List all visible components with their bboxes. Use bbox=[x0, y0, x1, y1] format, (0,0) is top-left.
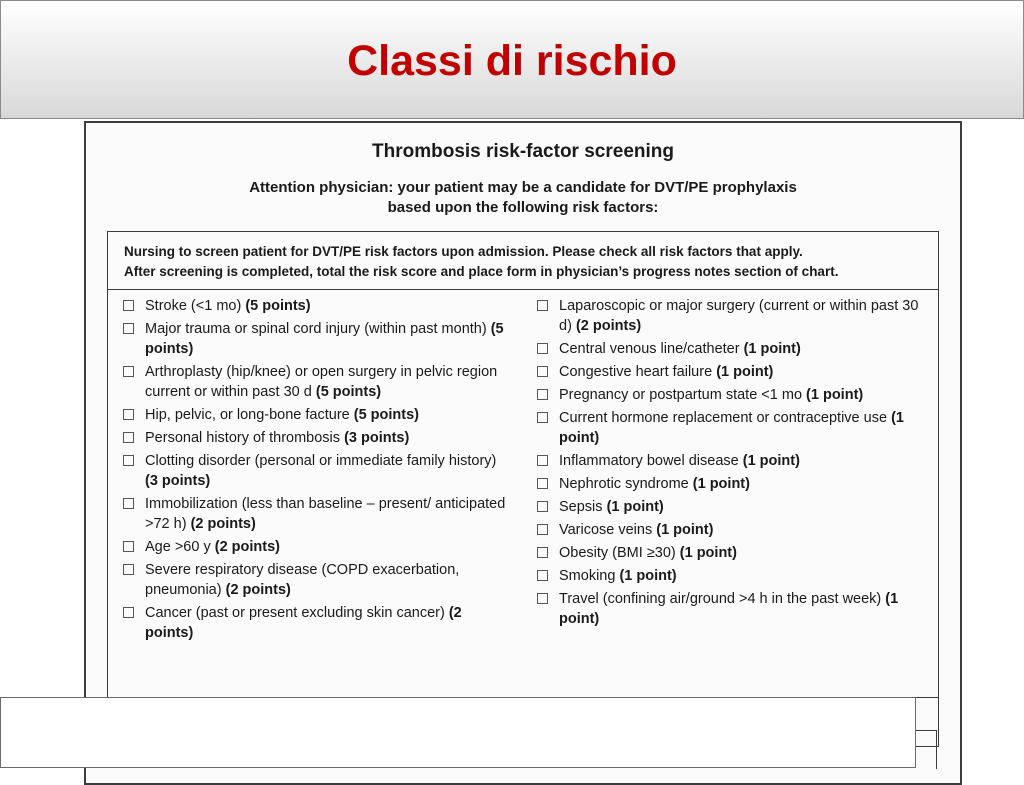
risk-factor-checkbox[interactable] bbox=[537, 570, 548, 581]
form-subtitle-line-2: based upon the following risk factors: bbox=[387, 199, 659, 216]
risk-factor-item bbox=[536, 339, 931, 359]
risk-factor-text: Varicose veins bbox=[559, 522, 653, 538]
risk-factor-points: (1 point) bbox=[559, 410, 904, 446]
risk-factor-checkbox[interactable] bbox=[537, 343, 548, 354]
risk-factor-item bbox=[536, 566, 931, 586]
risk-factor-item bbox=[122, 494, 512, 534]
risk-factor-text: Hip, pelvic, or long-bone facture bbox=[145, 407, 350, 423]
risk-factor-item bbox=[536, 589, 931, 629]
risk-factor-text: Pregnancy or postpartum state <1 mo bbox=[559, 387, 803, 403]
form-subtitle-line-1: Attention physician: your patient may be a candidate for DVT/PE prophylaxis bbox=[249, 179, 797, 196]
risk-factor-checkbox[interactable] bbox=[123, 564, 134, 575]
risk-factor-item bbox=[122, 451, 512, 491]
risk-factor-checkbox[interactable] bbox=[537, 412, 548, 423]
risk-factor-points: (2 points) bbox=[190, 516, 256, 532]
risk-factor-checkbox[interactable] bbox=[123, 541, 134, 552]
risk-factor-item bbox=[122, 405, 512, 425]
risk-factor-points: (2 points) bbox=[575, 318, 642, 334]
risk-factor-text: Central venous line/catheter bbox=[559, 341, 740, 357]
risk-factor-checkbox[interactable] bbox=[537, 593, 548, 604]
risk-factor-points: (1 point) bbox=[679, 545, 737, 561]
risk-factor-points: (5 points) bbox=[145, 321, 504, 357]
blank-text-box bbox=[0, 697, 916, 768]
risk-factor-checkbox[interactable] bbox=[537, 478, 548, 489]
risk-factor-item bbox=[122, 362, 512, 402]
risk-factor-item bbox=[536, 474, 931, 494]
risk-factor-checkbox[interactable] bbox=[123, 455, 134, 466]
risk-factor-text: Clotting disorder (personal or immediate family history) bbox=[145, 453, 497, 469]
risk-factor-checkbox[interactable] bbox=[537, 455, 548, 466]
risk-factor-text: Stroke (<1 mo) bbox=[145, 298, 242, 314]
risk-factor-checkbox[interactable] bbox=[537, 547, 548, 558]
risk-factor-checkbox[interactable] bbox=[537, 501, 548, 512]
risk-factor-points: (1 point) bbox=[742, 453, 800, 469]
risk-factor-item bbox=[536, 520, 931, 540]
risk-factor-text: Travel (confining air/ground >4 h in the past week) bbox=[559, 591, 882, 607]
risk-factor-points: (5 points) bbox=[353, 407, 420, 423]
risk-factor-text: Congestive heart failure bbox=[559, 364, 713, 380]
risk-factor-list-right bbox=[536, 296, 931, 632]
risk-factor-points: (3 points) bbox=[145, 473, 211, 489]
risk-factor-text: Major trauma or spinal cord injury (within past month) bbox=[145, 321, 487, 337]
risk-factor-text: Laparoscopic or major surgery (current or within past 30 d) bbox=[559, 298, 919, 334]
risk-factor-points: (3 points) bbox=[344, 430, 410, 446]
risk-factor-text: Current hormone replacement or contraceptive use bbox=[559, 410, 888, 426]
risk-factor-points: (1 point) bbox=[559, 591, 899, 627]
risk-factor-points: (1 point) bbox=[806, 387, 864, 403]
risk-factor-checkbox[interactable] bbox=[123, 409, 134, 420]
risk-factor-points: (2 points) bbox=[214, 539, 280, 555]
risk-factor-text: Age >60 y bbox=[145, 539, 211, 555]
risk-factor-points: (5 points) bbox=[245, 298, 311, 314]
risk-factor-item bbox=[536, 362, 931, 382]
instructions-divider bbox=[108, 289, 938, 290]
risk-factor-points: (1 point) bbox=[619, 568, 677, 584]
risk-factor-checkbox[interactable] bbox=[537, 389, 548, 400]
risk-factor-text: Arthroplasty (hip/knee) or open surgery in pelvic region current or within past 30 d bbox=[145, 364, 498, 400]
risk-factor-points: (1 point) bbox=[692, 476, 750, 492]
risk-factor-text: Sepsis bbox=[559, 499, 603, 515]
risk-factor-checkbox[interactable] bbox=[537, 366, 548, 377]
slide-header bbox=[0, 0, 1024, 119]
risk-factor-text: Immobilization (less than baseline – present/ anticipated >72 h) bbox=[145, 496, 506, 532]
risk-factor-points: (5 points) bbox=[315, 384, 382, 400]
risk-factor-checkbox[interactable] bbox=[123, 366, 134, 377]
risk-factor-text: Inflammatory bowel disease bbox=[559, 453, 739, 469]
risk-factor-item bbox=[122, 319, 512, 359]
risk-factor-checkbox[interactable] bbox=[537, 300, 548, 311]
risk-factor-points: (1 point) bbox=[606, 499, 664, 515]
risk-factor-item bbox=[122, 296, 512, 316]
screening-form bbox=[84, 121, 962, 785]
risk-factor-text: Cancer (past or present excluding skin cancer) bbox=[145, 605, 445, 621]
risk-factor-item bbox=[536, 497, 931, 517]
risk-factor-checkbox[interactable] bbox=[123, 300, 134, 311]
risk-factor-item bbox=[122, 603, 512, 643]
risk-factor-checkbox[interactable] bbox=[123, 323, 134, 334]
nursing-instructions bbox=[124, 242, 924, 282]
instructions-line-1: Nursing to screen patient for DVT/PE risk factors upon admission. Please check all risk factors that apply. bbox=[124, 244, 803, 259]
risk-factor-points: (1 point) bbox=[716, 364, 774, 380]
form-corner-fragment bbox=[916, 730, 937, 769]
risk-factor-checkbox[interactable] bbox=[123, 607, 134, 618]
risk-factor-item bbox=[122, 560, 512, 600]
form-subtitle bbox=[86, 178, 960, 218]
form-title: Thrombosis risk-factor screening bbox=[372, 141, 674, 162]
risk-factor-points: (1 point) bbox=[743, 341, 801, 357]
risk-factor-item bbox=[536, 408, 931, 448]
risk-factor-checkbox[interactable] bbox=[123, 498, 134, 509]
risk-factor-text: Personal history of thrombosis bbox=[145, 430, 341, 446]
slide-title: Classi di rischio bbox=[347, 37, 677, 85]
risk-factor-checkbox[interactable] bbox=[123, 432, 134, 443]
risk-factor-points: (1 point) bbox=[656, 522, 714, 538]
risk-factor-text: Obesity (BMI ≥30) bbox=[559, 545, 676, 561]
risk-factor-item bbox=[536, 451, 931, 471]
risk-factor-item bbox=[536, 296, 931, 336]
risk-factor-box bbox=[107, 231, 939, 698]
risk-factor-points: (2 points) bbox=[225, 582, 291, 598]
risk-factor-item bbox=[536, 385, 931, 405]
instructions-line-2: After screening is completed, total the risk score and place form in physician’s progress notes section of chart. bbox=[124, 264, 839, 279]
risk-factor-text: Nephrotic syndrome bbox=[559, 476, 689, 492]
risk-factor-text: Smoking bbox=[559, 568, 616, 584]
risk-factor-item bbox=[122, 537, 512, 557]
risk-factor-item bbox=[122, 428, 512, 448]
risk-factor-list-left bbox=[122, 296, 512, 646]
risk-factor-text: Severe respiratory disease (COPD exacerbation, pneumonia) bbox=[145, 562, 460, 598]
risk-factor-checkbox[interactable] bbox=[537, 524, 548, 535]
risk-factor-item bbox=[536, 543, 931, 563]
risk-factor-points: (2 points) bbox=[145, 605, 462, 641]
